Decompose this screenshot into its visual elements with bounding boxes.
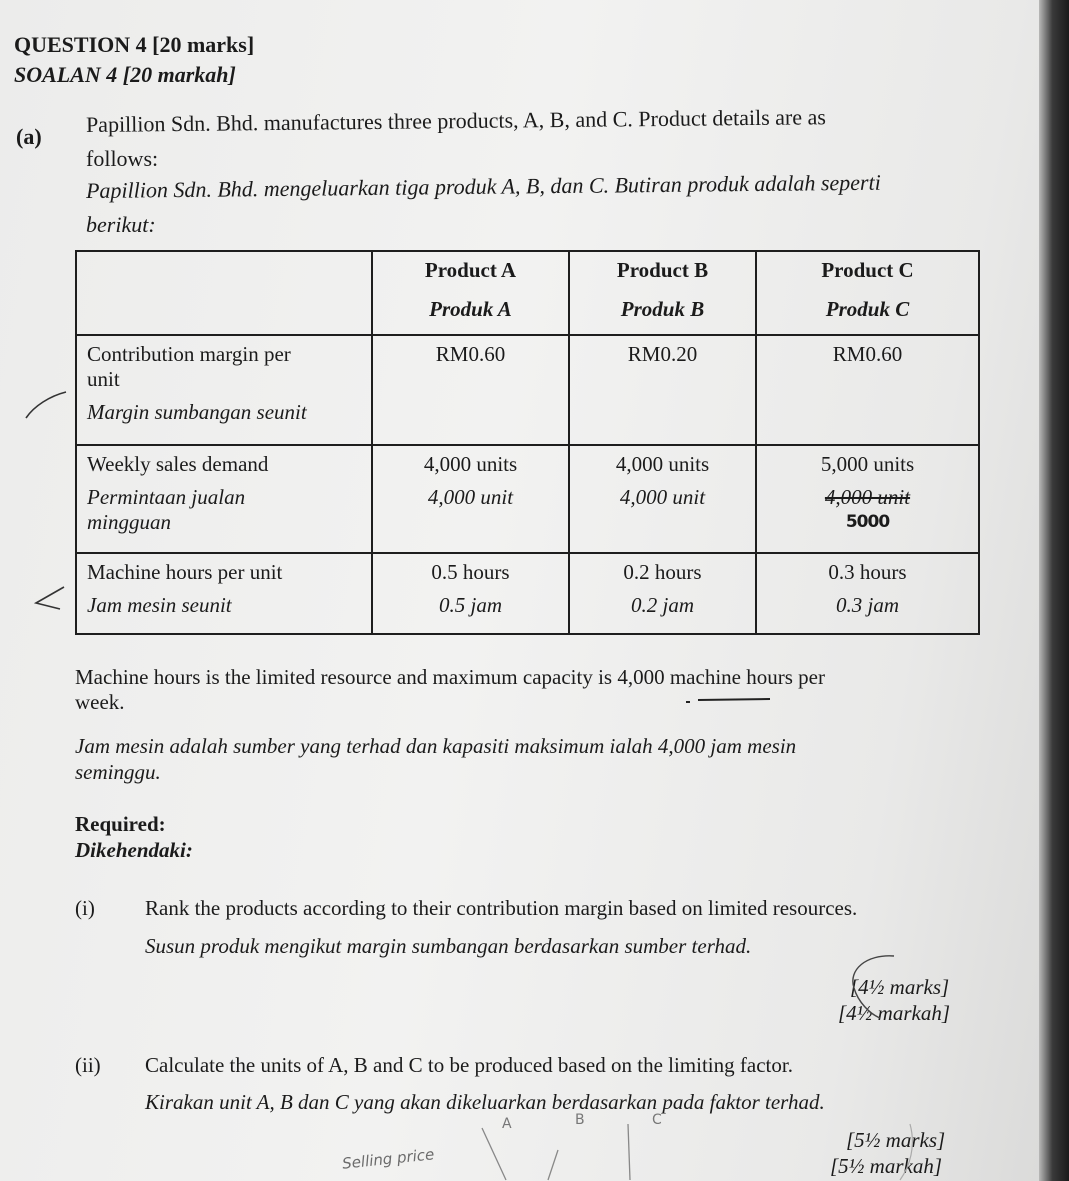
pencil-sketch-lines [470,1120,950,1181]
constraint-bm-line2: seminggu. [75,760,161,784]
cm-product-c: RM0.60 [756,335,979,445]
table-row-weekly-demand [76,445,979,553]
product-details-table [75,250,980,635]
intro-bm-line2: berikut: [86,212,156,237]
intro-en-line2: follows: [86,146,159,171]
sub-ii-question-bm: Kirakan unit A, B dan C yang akan dikeluarkan berdasarkan pada faktor terhad. [145,1090,825,1114]
row-label-machine-hours: Machine hours per unit Jam mesin seunit [76,553,372,634]
header-empty-cell [76,251,372,335]
sub-ii-label: (ii) [75,1053,101,1077]
constraint-en-line2: week. [75,690,125,714]
handwritten-col-c: C [652,1112,662,1128]
row-label-contribution: Contribution margin per unit Margin sumbangan seunit [76,335,372,445]
intro-bm-line1: Papillion Sdn. Bhd. mengeluarkan tiga produk A, B, dan C. Butiran produk adalah seperti [85,169,881,203]
pen-tick-mark [30,585,70,615]
hours-product-b: 0.2 hours 0.2 jam [569,553,756,634]
header-product-b: Product B Produk B [569,251,756,335]
question-title: QUESTION 4 [20 marks] [14,32,255,57]
question-title-bm: SOALAN 4 [20 markah] [14,62,236,87]
constraint-en-line1: Machine hours is the limited resource and maximum capacity is 4,000 machine hours per [75,665,825,689]
hours-product-a: 0.5 hours 0.5 jam [372,553,569,634]
constraint-bm-line1: Jam mesin adalah sumber yang terhad dan kapasiti maksimum ialah 4,000 jam mesin [75,734,797,758]
part-a-label: (a) [16,124,42,149]
handwritten-col-b: B [575,1112,585,1128]
handwritten-col-a: A [502,1116,512,1132]
pen-circle-mark [846,952,906,1022]
hours-product-c: 0.3 hours 0.3 jam [756,553,979,634]
sub-i-marks-bm: [4½ markah] [838,1001,951,1025]
table-header-row [76,251,979,335]
sub-ii-marks-bm: [5½ markah] [830,1154,943,1178]
sub-i-label: (i) [75,896,95,920]
row-label-demand: Weekly sales demand Permintaan jualan mingguan [76,445,372,553]
required-heading-bm: Dikehendaki: [75,838,193,862]
handwritten-note: Selling price [341,1145,436,1173]
pen-tick-mark [20,388,70,428]
sub-i-question: Rank the products according to their contribution margin based on limited resources. [145,896,858,920]
table-row-contribution-margin [76,335,979,445]
cm-product-b: RM0.20 [569,335,756,445]
sub-i-marks: [4½ marks] [850,975,950,999]
required-heading: Required: [75,812,166,836]
demand-product-b: 4,000 units 4,000 unit [569,445,756,553]
sub-ii-question: Calculate the units of A, B and C to be produced based on the limiting factor. [145,1053,793,1077]
handwritten-correction: 5000 [845,512,890,532]
sub-i-question-bm: Susun produk mengikut margin sumbangan berdasarkan sumber terhad. [145,934,752,958]
page-edge-shadow [1039,0,1069,1181]
pen-underline [684,692,774,706]
cm-product-a: RM0.60 [372,335,569,445]
demand-product-a: 4,000 units 4,000 unit [372,445,569,553]
header-product-c: Product C Produk C [756,251,979,335]
header-product-a: Product A Produk A [372,251,569,335]
sub-ii-marks: [5½ marks] [846,1128,946,1152]
table-row-machine-hours [76,553,979,634]
intro-en-line1: Papillion Sdn. Bhd. manufactures three products, A, B, and C. Product details are as [85,104,827,137]
demand-product-c: 5,000 units 4,000 unit 5000 [756,445,979,553]
